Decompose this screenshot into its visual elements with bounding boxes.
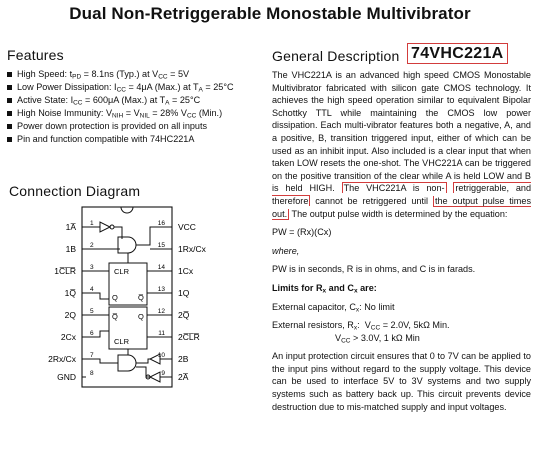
q-label: Q: [112, 293, 118, 302]
pin-number: 4: [90, 286, 94, 293]
pin-number: 5: [90, 308, 94, 315]
pin-label: 1C̅L̅R̅: [54, 266, 76, 276]
pin-label: 1Rx/Cx: [178, 244, 206, 254]
features-heading: Features: [7, 47, 64, 63]
part-number-box: 74VHC221A: [407, 43, 508, 64]
pin-label: 2Rx/Cx: [48, 354, 76, 364]
pin-label: 1Q: [178, 288, 190, 298]
connection-diagram: [0, 203, 268, 393]
pin-number: 3: [90, 264, 94, 271]
pin-label: VCC: [178, 222, 196, 232]
pin-label: 2B: [178, 354, 189, 364]
q-label: Q: [138, 312, 144, 321]
pin-number: 1: [90, 220, 94, 227]
feature-item: Power down protection is provided on all inputs: [7, 120, 269, 133]
description-text: cannot be retriggered until: [315, 195, 429, 206]
pin-number: 9: [161, 370, 165, 377]
pin-number: 16: [157, 220, 165, 227]
where-label: where,: [272, 245, 300, 256]
and-gate-bottom: [118, 355, 136, 371]
general-description-header: [272, 43, 536, 67]
pin-number: 8: [90, 370, 94, 377]
highlighted-text: the output pulse times out.: [272, 195, 531, 219]
pin-label: 1Q̅: [64, 288, 76, 298]
pin-number: 10: [157, 352, 165, 359]
connection-diagram-heading: Connection Diagram: [9, 183, 141, 199]
feature-item: Low Power Dissipation: $I_{CC} = 4\mu A$ (Max.) at $T_A = 25^\circ C$: [7, 81, 269, 94]
feature-item: Active State: $I_{CC} = 600\mu A$ (Max.) at $T_A = 25^\circ C$: [7, 94, 269, 107]
pin1-notch: [121, 207, 133, 213]
pin-number: 6: [90, 330, 94, 337]
pin-number: 15: [157, 242, 165, 249]
general-description-heading: General Description: [272, 48, 400, 64]
feature-item: Pin and function compatible with 74HC221A: [7, 133, 269, 146]
protection-paragraph: An input protection circuit ensures that 0 to 7V can be applied to the input pins without regard to the supply voltage. This device can be used to interface 5V to 3V systems and two supply systems such as battery back up. This circuit prevents device destruction due to mis-matched supply and input voltages.: [272, 351, 531, 412]
limits-heading: Limits for $R_x$ and $C_x$ are:: [272, 282, 377, 295]
external-resistor-limit: External resistors, $R_x$: $V_{CC} = 2.0V$, 5kΩ Min.: [272, 320, 450, 332]
pin-number: 13: [157, 286, 165, 293]
pin-label: 2Q̅: [178, 310, 190, 320]
highlighted-text: The VHC221A is non-: [343, 183, 445, 194]
pin-label: 2C̅L̅R̅: [178, 332, 200, 342]
feature-item: High Speed: $t_{PD} = 8.1ns$ (Typ.) at $V_{CC} = 5V$: [7, 68, 269, 81]
description-paragraph: [272, 69, 531, 220]
pin-label: 2A̅: [178, 372, 189, 382]
pin-number: 14: [157, 264, 165, 271]
buffer-gate-2a: [150, 372, 160, 382]
description-text: The output pulse width is determined by the equation:: [291, 208, 508, 219]
external-capacitor-limit: External capacitor, $C_x$: No limit: [272, 301, 395, 313]
pin-number: 7: [90, 352, 94, 359]
pin-number: 11: [158, 330, 165, 337]
feature-item: High Noise Immunity: $V_{NIH} = V_{NIL} = 28\%$ $V_{CC}$ (Min.): [7, 107, 269, 120]
buffer-gate-1a: [100, 222, 110, 232]
units-definition: PW is in seconds, R is in ohms, and C is in farads.: [272, 264, 476, 275]
and-gate-top: [118, 237, 136, 253]
pin-label: GND: [57, 372, 76, 382]
highlighted-text: retriggerable, and therefore: [272, 183, 531, 206]
external-resistor-limit: $V_{CC} > 3.0V$, 1 kΩ Min: [335, 332, 420, 345]
features-list: [7, 68, 269, 146]
q-bar-label: Q̅: [112, 312, 118, 321]
pin-label: 1Cx: [178, 266, 194, 276]
page-title: Dual Non-Retriggerable Monostable Multivibrator: [69, 4, 471, 23]
pin-number: 12: [157, 308, 165, 315]
pin-number: 2: [90, 242, 94, 249]
clr-label: CLR: [114, 337, 130, 346]
q-bar-label: Q̅: [138, 293, 144, 302]
pulse-width-equation: PW = (Rx)(Cx): [272, 227, 332, 238]
description-text: The VHC221A is an advanced high speed CMOS Monostable Multivibrator fabricated with silicon gate CMOS technology. It achieves the high speed operation similar to equivalent Bipolar Schottky TTL while maintaining the CMOS low power dissipation. Each multi-vibrator features both a negative, A, and a positive, B, transition triggered input, either of which can be used as an inhibit input. Also included is a clear input that when taken LOW resets the one-shot. The VHC221A can be triggered on the positive transition of the clear while A is held LOW and B is held HIGH.: [272, 70, 531, 194]
features-section: [7, 47, 269, 146]
clr-label: CLR: [114, 267, 130, 276]
pin-label: 2Cx: [60, 332, 76, 342]
general-description-body: [272, 69, 531, 413]
pin-label: 1A̅: [65, 222, 76, 232]
pin-label: 1B: [65, 244, 76, 254]
ic-package-outline: [82, 207, 172, 387]
pin-label: 2Q: [64, 310, 76, 320]
